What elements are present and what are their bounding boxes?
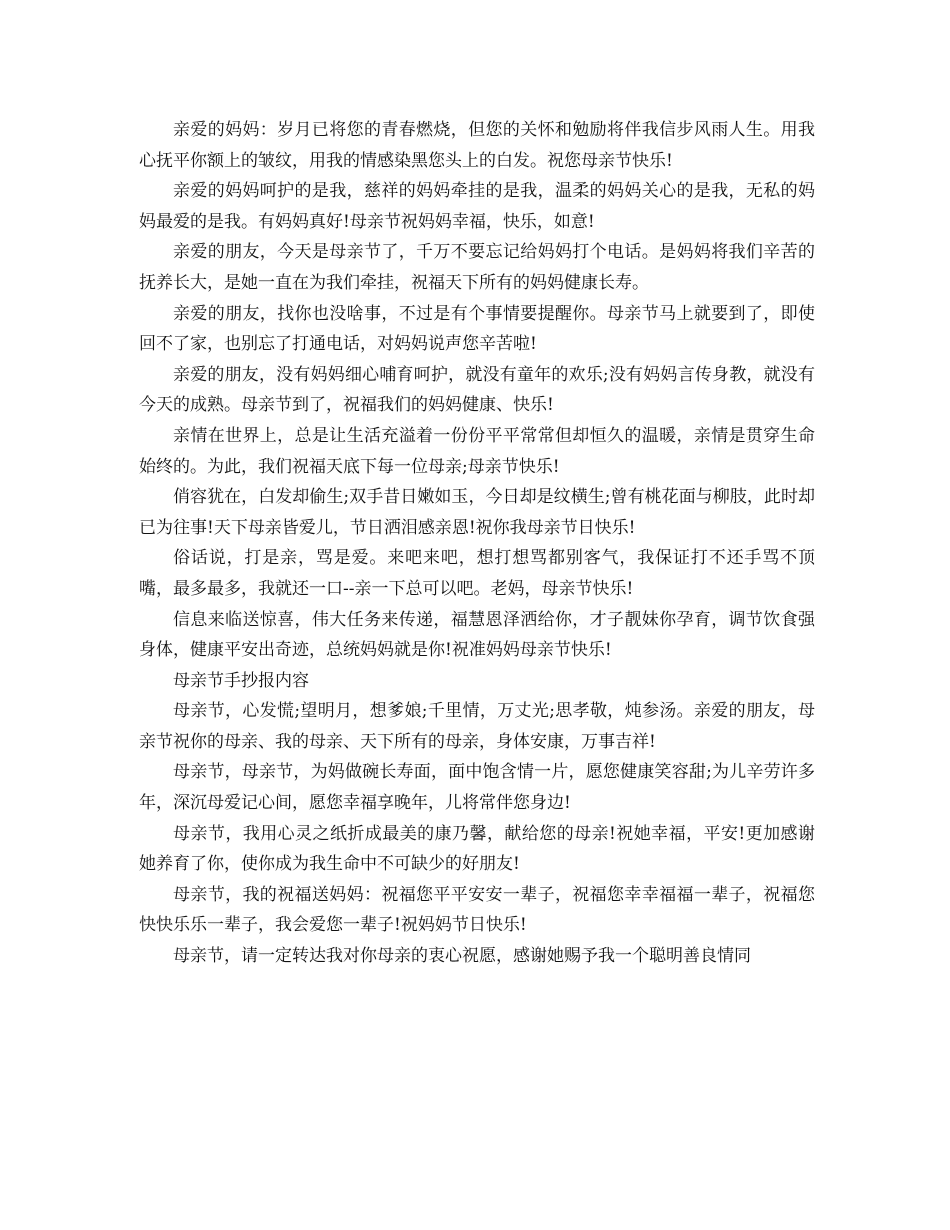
paragraph: 俗话说，打是亲，骂是爱。来吧来吧，想打想骂都别客气，我保证打不还手骂不顶嘴，最多最多，我就还一口--亲一下总可以吧。老妈，母亲节快乐! (139, 548, 815, 599)
paragraph: 母亲节，我的祝福送妈妈：祝福您平平安安一辈子，祝福您幸幸福福一辈子，祝福您快快乐乐一辈子，我会爱您一辈子!祝妈妈节日快乐! (139, 884, 815, 936)
section-heading: 母亲节手抄报内容 (173, 670, 309, 691)
paragraph: 亲爱的朋友，找你也没啥事，不过是有个事情要提醒你。母亲节马上就要到了，即使回不了家，也别忘了打通电话，对妈妈说声您辛苦啦! (139, 303, 815, 355)
document-body (139, 115, 815, 972)
paragraph: 信息来临送惊喜，伟大任务来传递，福慧恩泽洒给你，才子靓妹你孕育，调节饮食强身体，健康平安出奇迹，总统妈妈就是你!祝准妈妈母亲节快乐! (139, 609, 815, 661)
paragraph: 俏容犹在，白发却偷生;双手昔日嫩如玉，今日却是纹横生;曾有桃花面与柳肢，此时却已为往事!天下母亲皆爱儿，节日洒泪感亲恩!祝你我母亲节日快乐! (139, 487, 815, 538)
paragraph: 亲爱的朋友，没有妈妈细心哺育呵护，就没有童年的欢乐;没有妈妈言传身教，就没有今天的成熟。母亲节到了，祝福我们的妈妈健康、快乐! (139, 364, 815, 416)
paragraph: 亲爱的朋友，今天是母亲节了，千万不要忘记给妈妈打个电话。是妈妈将我们辛苦的抚养长大，是她一直在为我们牵挂，祝福天下所有的妈妈健康长寿。 (139, 242, 815, 293)
paragraph: 母亲节，我用心灵之纸折成最美的康乃馨，献给您的母亲!祝她幸福，平安!更加感谢她养育了你，使你成为我生命中不可缺少的好朋友! (139, 823, 815, 875)
paragraph: 母亲节，请一定转达我对你母亲的衷心祝愿，感谢她赐予我一个聪明善良情同 (173, 946, 751, 967)
paragraph: 亲爱的妈妈呵护的是我，慈祥的妈妈牵挂的是我，温柔的妈妈关心的是我，无私的妈妈最爱的是我。有妈妈真好!母亲节祝妈妈幸福，快乐，如意! (139, 181, 815, 232)
paragraph: 母亲节，母亲节，为妈做碗长寿面，面中饱含情一片，愿您健康笑容甜;为儿辛劳许多年，深沉母爱记心间，愿您幸福享晚年，儿将常伴您身边! (139, 762, 815, 814)
paragraph: 母亲节，心发慌;望明月，想爹娘;千里情，万丈光;思孝敬，炖参汤。亲爱的朋友，母亲节祝你的母亲、我的母亲、天下所有的母亲，身体安康，万事吉祥! (139, 701, 815, 752)
paragraph: 亲爱的妈妈：岁月已将您的青春燃烧，但您的关怀和勉励将伴我信步风雨人生。用我心抚平你额上的皱纹，用我的情感染黑您头上的白发。祝您母亲节快乐! (139, 120, 815, 171)
paragraph: 亲情在世界上，总是让生活充溢着一份份平平常常但却恒久的温暖，亲情是贯穿生命始终的。为此，我们祝福天底下每一位母亲;母亲节快乐! (139, 425, 815, 477)
